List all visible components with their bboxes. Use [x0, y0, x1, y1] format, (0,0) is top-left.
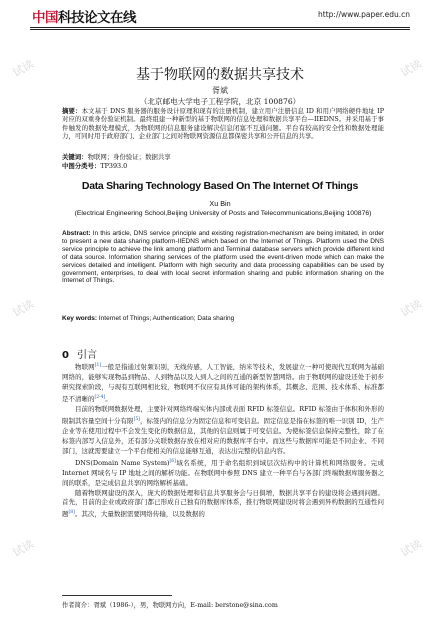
affiliation-cn: （北京邮电大学电子工程学院，北京 100876）	[139, 97, 301, 106]
watermark: 试读	[398, 537, 425, 560]
text-run: 随着物联网建设的深入，庞大的数据处理和信息共享服务会与日俱增，数据共享平台的建设将会遇到问题。首先，目前的企业或政府部门都已形成自己独有的数据库体系，推行物联网建设时将会遇到异构数据的互通性问题	[62, 488, 384, 519]
citation-link[interactable]: [8]	[68, 510, 75, 516]
logo-prefix: 中国	[32, 10, 58, 26]
header-rule-thin	[30, 29, 410, 30]
citation-link[interactable]: [1]	[94, 363, 102, 368]
site-url-link[interactable]: http://www.paper.edu.cn	[318, 10, 410, 19]
abstract-en-text: In this article, DNS service principle and existing registration-mechanism are being imitated, in order to present a new data sharing platform-IIEDNS which based on the Internet of Things. Platform used the DNS service principle to achieve the link among platform and Terminal database servers which provide different kind of data source. Information sharing services of the platform used the event-driven mode which can make the services detailed and intelligent. Platform with high security and data processing capabilities can be used by government, enterprises, to deal with local secret information sharing and public information sharing on the Internet of Things.	[62, 230, 384, 285]
paragraph	[62, 361, 384, 405]
section-number: 0	[62, 350, 69, 361]
section-title: 引言	[76, 350, 97, 361]
watermark: 试读	[10, 297, 37, 320]
text-run: 域名系统，用于命名组织到域层次结构中的计算机和网络服务。完成 Internet 网域名与 IP 地址之间的解析功能。在物联网中参照 DNS 建立一种平台与各部门终端数据库服务器之间的联系，是完成信息共享的网络解析基础。	[62, 458, 385, 487]
paper-title-cn: 基于物联网的数据共享技术	[136, 67, 304, 83]
text-run: DNS(Domain Name System)	[75, 458, 170, 467]
classification-label: 中图分类号：	[62, 162, 101, 170]
keywords-cn-label: 关键词：	[62, 153, 88, 161]
watermark: 试读	[10, 537, 37, 560]
author-cn: 胥斌	[212, 86, 228, 95]
keywords-cn	[62, 153, 384, 161]
body-text	[62, 361, 384, 520]
watermark: 试读	[398, 297, 425, 320]
paragraph	[62, 489, 384, 521]
classification-code: TP393.0	[100, 162, 128, 170]
text-run: 。其次，大量数据需要网络传输，以及数据的	[74, 510, 205, 519]
text-run: 一般是指通过射频识别，无线传感，人工智能，纳米等技术，发展建立一种可使现代互联网为基础网络的，能够实现物品到物品、人到物品以及人到人之间的互通的新型智慧网络。由于物联网的建设还处于初步研究探索阶段，与现有互联网相比较，物联网不仅应有具体可能的架构体系，其概念、范围、技术体系、标准都是不清晰的	[62, 363, 385, 404]
paragraph	[62, 457, 384, 489]
text-run: 目前的物联网数据处理，主要针对网络终端实体内部或表面 RFID 标签信息。RFID 标签由于体积和外形的限制其容量空间十分有限	[62, 404, 384, 425]
classification	[62, 162, 384, 170]
logo-main: 科技论文在线	[58, 10, 136, 26]
author-footnote: 作者简介：胥斌（1986-），男，物联网方向，E-mail: berstone@sina.com	[62, 602, 278, 609]
text-run: 物联网	[75, 363, 95, 372]
abstract-en-label: Abstract:	[62, 230, 91, 237]
paragraph	[62, 405, 384, 457]
citation-link[interactable]: [2-4]	[94, 394, 106, 400]
keywords-en-label: Key words:	[62, 315, 98, 322]
footnote-rule	[62, 595, 172, 596]
section-heading	[62, 346, 97, 361]
text-run: 。	[105, 395, 112, 404]
watermark: 试读	[398, 57, 425, 80]
watermark: 试读	[10, 57, 37, 80]
abstract-cn-label: 摘要：	[62, 107, 82, 115]
affiliation-en: (Electrical Engineering School,Beijing University of Posts and Telecommunications,Beijing 100876)	[74, 210, 372, 217]
citation-link[interactable]: [6]	[169, 458, 176, 464]
abstract-cn	[62, 107, 384, 141]
keywords-en-text: Internet of Things; Authentication; Data sharing	[98, 315, 235, 322]
citation-link[interactable]: [5]	[133, 416, 140, 422]
header-rule	[30, 27, 410, 28]
abstract-cn-text: 本文基于 DNS 服务器的服务设计原理和现有的注册机制，建立用户注册信息 ID 和用户网络硬件地址 IP 对应的双重身份验证机制。最终组建一种新型的基于物联网的信息处理和数据共享平台—IIEDNS。并采用基于事件触发的数据处理模式，为物联网的信息服务建设解决信息闭塞不互通问题。平台有较高的安全性和数据处理能力，可同时用于政府部门、企业部门之间对物联网资源信息都保密共享和公开信息的共享。	[62, 107, 384, 141]
text-run: ，标签内的信息分为固定信息和可变信息。固定信息是指在标签的唯一识别 ID，生产企业等在使用过程中不会发生变化的数据信息，其他的信息则属于可变信息。为使标签信息保持完整性，除了在标签内部写入信息外，还有部分关联数据存放在相对应的数据库平台中。而这些与数据库可能是不同企业、不同部门，这就需要建立一个平台使相关的信息能够互通，表达出完整的信息内容。	[62, 417, 384, 455]
keywords-cn-text: 物联网；身份验证；数据共享	[87, 153, 171, 161]
author-en: Xu Bin	[209, 199, 231, 208]
abstract-en	[62, 230, 384, 285]
keywords-en	[62, 315, 384, 322]
site-logo[interactable]	[32, 6, 136, 26]
paper-title-en: Data Sharing Technology Based On The Internet Of Things	[81, 180, 359, 192]
